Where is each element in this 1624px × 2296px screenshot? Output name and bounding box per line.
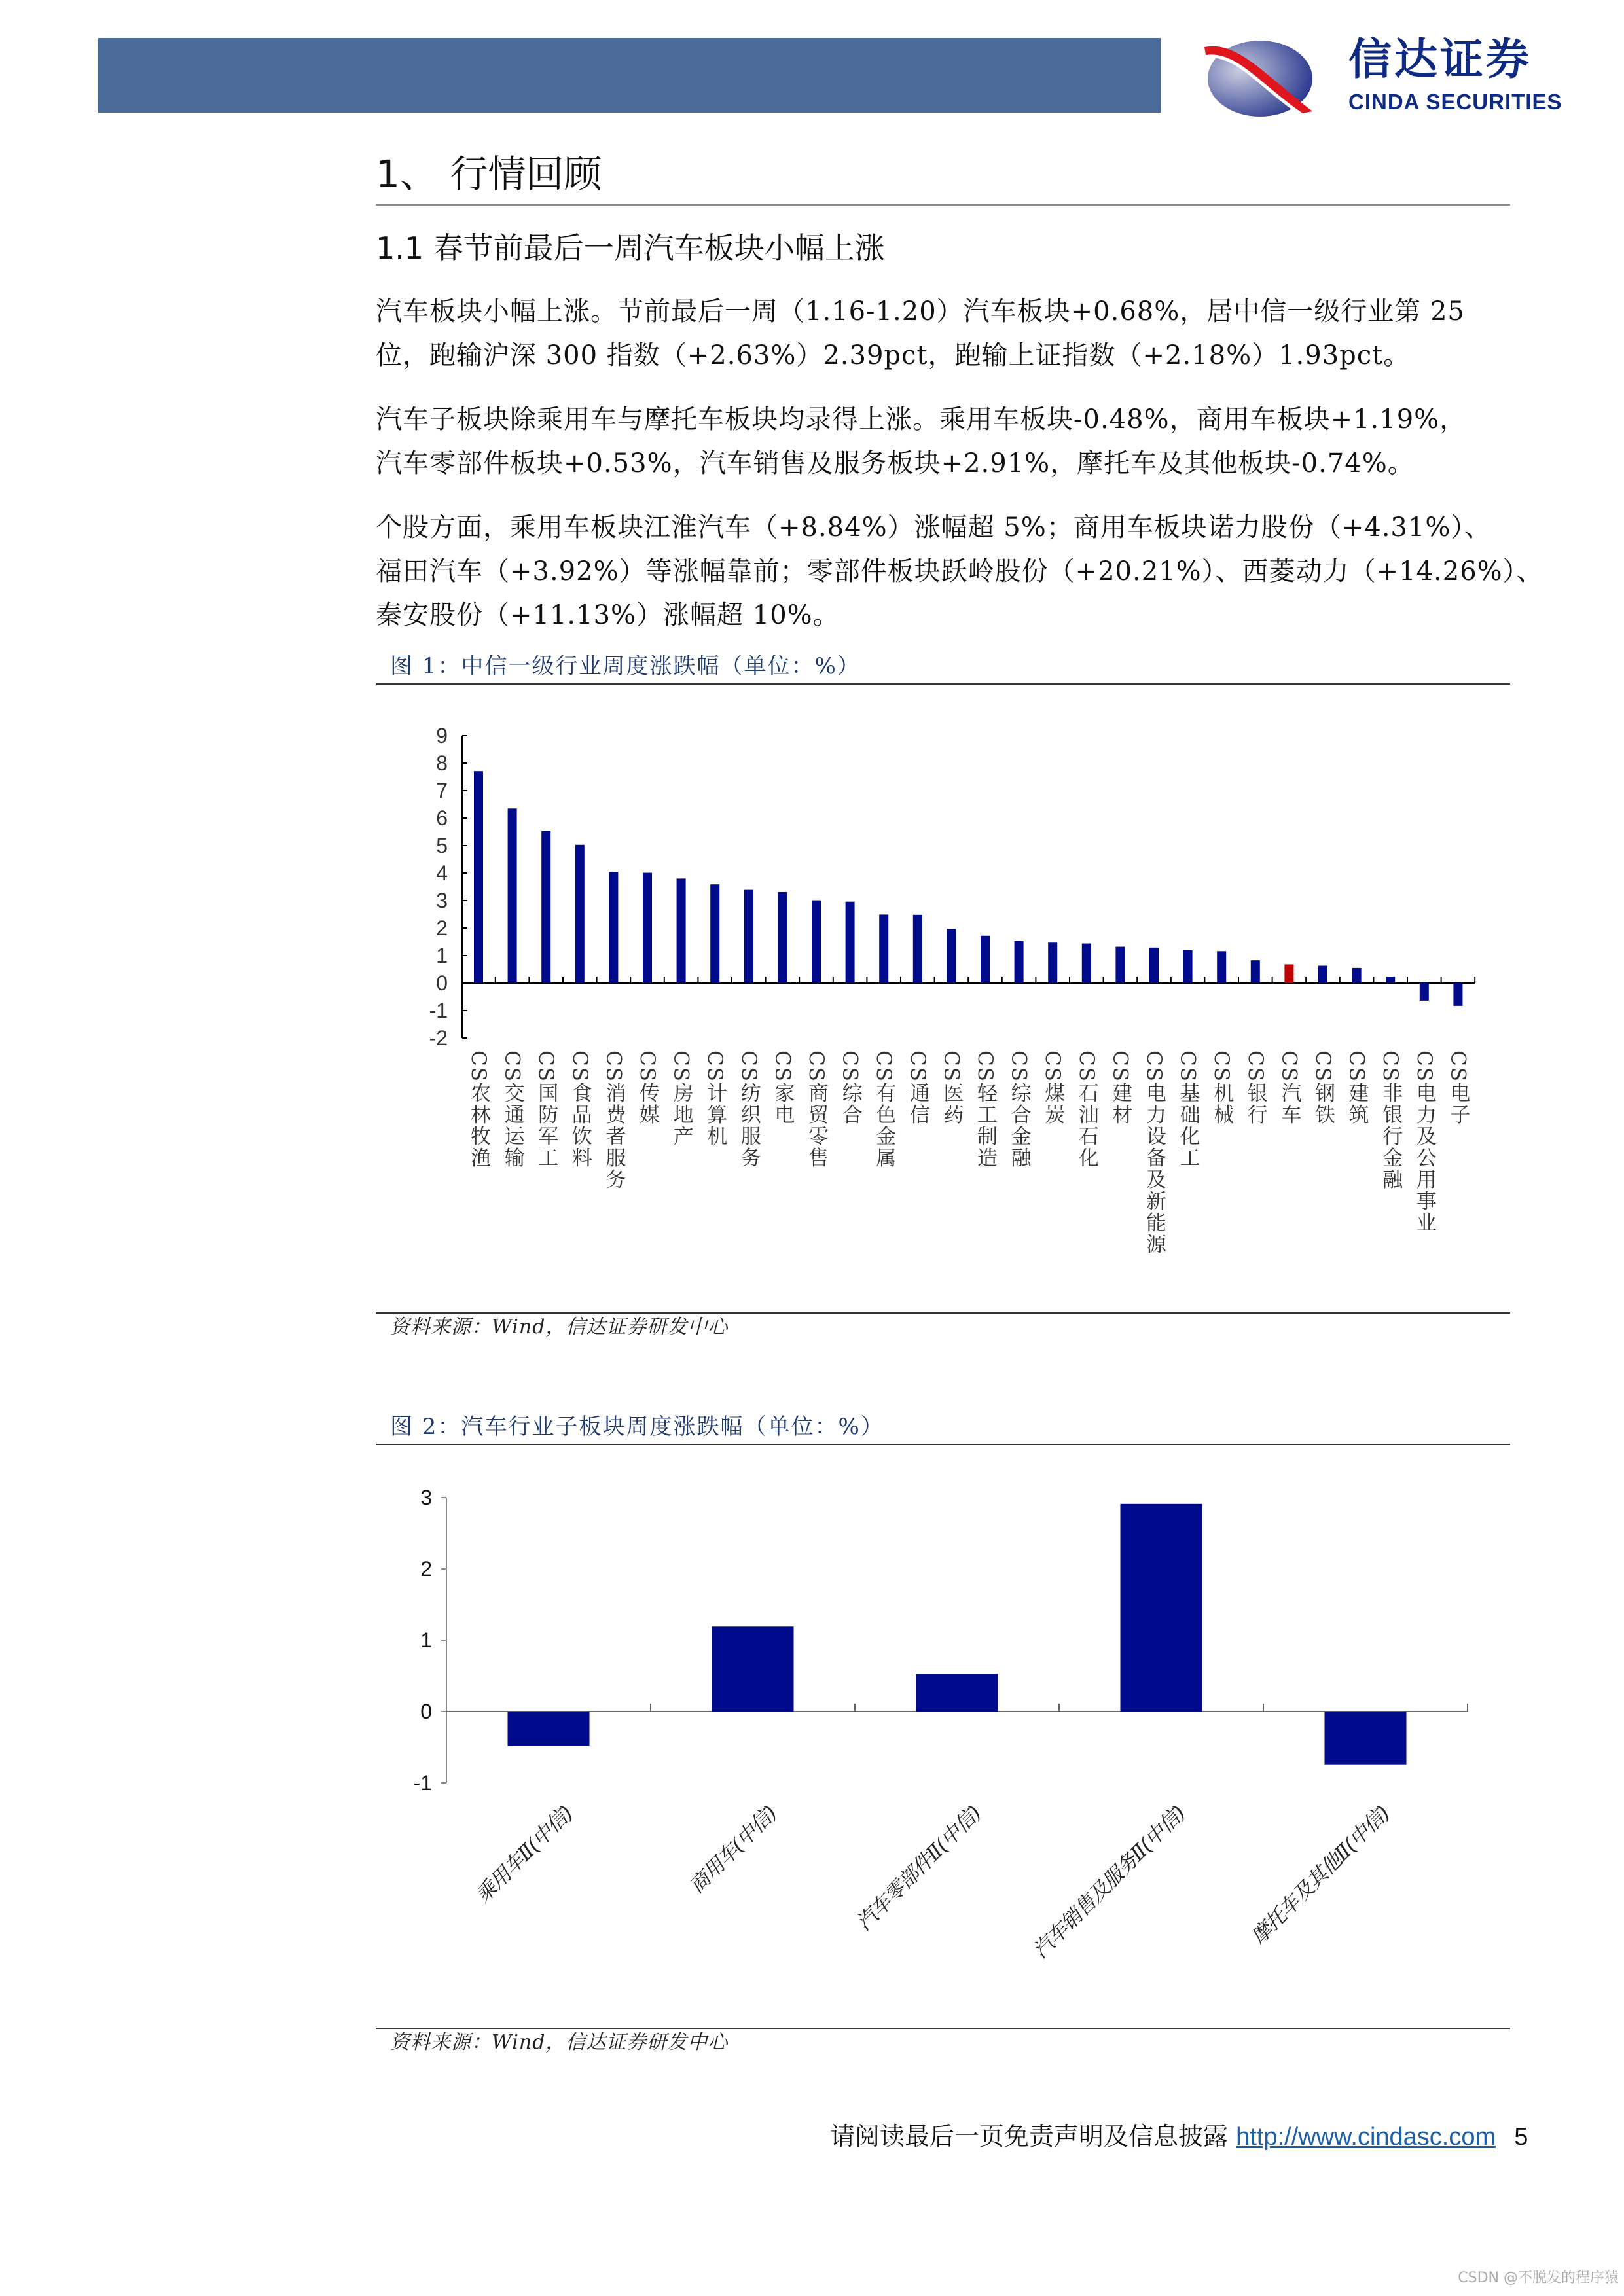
x-category-label: CS非银行金融 [1379,1050,1403,1191]
x-category-label: CS消费者服务 [602,1050,626,1191]
paragraph-line: 位，跑输沪深 300 指数（+2.63%）2.39pct，跑输上证指数（+2.18%）1.93pct。 [376,340,1411,370]
y-tick-label: 0 [436,971,448,995]
watermark: CSDN @不脱发的程序猿 [1458,2270,1619,2286]
bar-摩托车及其他Ⅱ(中信) [1325,1712,1407,1765]
y-tick-label: -1 [413,1771,432,1795]
x-category-label: 摩托车及其他Ⅱ(中信) [1246,1801,1394,1949]
x-category-label: CS煤炭 [1041,1050,1065,1126]
page-number: 5 [1514,2123,1528,2151]
x-category-label: CS轻工制造 [973,1050,997,1169]
x-category-label: 汽车零部件Ⅱ(中信) [852,1801,986,1935]
footer [830,2122,1528,2151]
x-category-label: CS综合金融 [1007,1050,1031,1169]
y-tick-label: -1 [429,999,448,1022]
y-tick-label: 1 [436,944,448,967]
y-tick-label: 6 [436,806,448,830]
x-category-label: CS汽车 [1277,1050,1301,1126]
x-category-label: CS石油石化 [1074,1050,1098,1169]
bar-汽车销售及服务Ⅱ(中信) [1121,1504,1202,1712]
x-category-label: CS农林牧渔 [467,1050,490,1169]
x-category-label: CS医药 [939,1050,964,1126]
x-category-label: CS钢铁 [1311,1050,1335,1126]
figure1-source: 资料来源：Wind，信达证券研发中心 [390,1316,729,1338]
y-tick-label: 2 [420,1557,432,1581]
x-category-label: CS传媒 [636,1050,659,1126]
x-category-label: 乘用车Ⅱ(中信) [471,1801,577,1908]
bar-汽车零部件Ⅱ(中信) [916,1674,998,1712]
paragraph-line: 个股方面，乘用车板块江淮汽车（+8.84%）涨幅超 5%；商用车板块诺力股份（+4.31%）、 [376,512,1492,543]
x-category-label: CS房地产 [669,1050,693,1147]
x-category-label: CS纺织服务 [736,1050,761,1169]
bar-乘用车Ⅱ(中信) [508,1712,590,1746]
x-category-label: CS电子 [1446,1050,1470,1126]
y-tick-label: 3 [436,889,448,912]
y-tick-label: 3 [420,1486,432,1509]
figure2-source: 资料来源：Wind，信达证券研发中心 [390,2031,729,2054]
figure1-caption: 图 1：中信一级行业周度涨跌幅（单位：%） [390,653,861,679]
bar-商用车(中信) [712,1626,794,1712]
x-category-label: CS电力及公用事业 [1412,1050,1436,1234]
logo-text-cn: 信达证券 [1348,34,1532,84]
footer-disclaimer: 请阅读最后一页免责声明及信息披露 [830,2122,1229,2151]
paragraph-line: 汽车子板块除乘用车与摩托车板块均录得上涨。乘用车板块-0.48%，商用车板块+1.19%， [376,404,1467,435]
subsection-title: 1.1 春节前最后一周汽车板块小幅上涨 [376,230,885,266]
y-tick-label: 7 [436,779,448,802]
paragraph-line: 秦安股份（+11.13%）涨幅超 10%。 [376,600,840,630]
y-tick-label: 4 [436,861,448,885]
x-category-label: 商用车(中信) [685,1801,782,1899]
paragraph-line: 福田汽车（+3.92%）等涨幅靠前；零部件板块跃岭股份（+20.21%）、西菱动力（+14.26%）、 [376,556,1543,586]
y-tick-label: 5 [436,834,448,857]
website-link[interactable]: http://www.cindasc.com [1236,2123,1496,2151]
y-tick-label: 0 [420,1700,432,1723]
x-category-label: CS交通运输 [500,1050,524,1169]
x-category-label: CS有色金属 [872,1050,896,1169]
y-tick-label: 2 [436,916,448,940]
x-category-label: CS家电 [770,1050,795,1126]
paragraph-line: 汽车板块小幅上涨。节前最后一周（1.16-1.20）汽车板块+0.68%，居中信一级行业第 25 [376,296,1465,327]
figure2-caption: 图 2：汽车行业子板块周度涨跌幅（单位：%） [390,1414,884,1440]
x-category-label: CS食品饮料 [568,1050,592,1169]
y-tick-label: -2 [429,1026,448,1050]
x-category-label: CS综合 [838,1050,862,1126]
section-title: 1、 行情回顾 [376,152,602,196]
x-category-label: CS建材 [1108,1050,1132,1126]
figure2-bottom-rule [376,2028,1510,2029]
x-category-label: CS国防军工 [534,1050,558,1169]
logo-text-en: CINDA SECURITIES [1348,90,1562,114]
x-category-label: CS电力设备及新能源 [1142,1050,1166,1255]
x-category-label: CS通信 [905,1050,929,1126]
x-category-label: CS基础化工 [1176,1050,1200,1169]
x-category-label: 汽车销售及服务Ⅱ(中信) [1028,1801,1190,1964]
y-tick-label: 9 [436,724,448,747]
x-category-label: CS银行 [1243,1050,1267,1126]
x-category-label: CS商贸零售 [804,1050,828,1169]
y-tick-label: 8 [436,751,448,775]
x-category-label: CS建筑 [1344,1050,1369,1126]
paragraph-line: 汽车零部件板块+0.53%，汽车销售及服务板块+2.91%，摩托车及其他板块-0.74%。 [376,448,1415,478]
y-tick-label: 1 [420,1628,432,1652]
x-category-label: CS机械 [1210,1050,1234,1126]
x-category-label: CS计算机 [703,1050,727,1147]
